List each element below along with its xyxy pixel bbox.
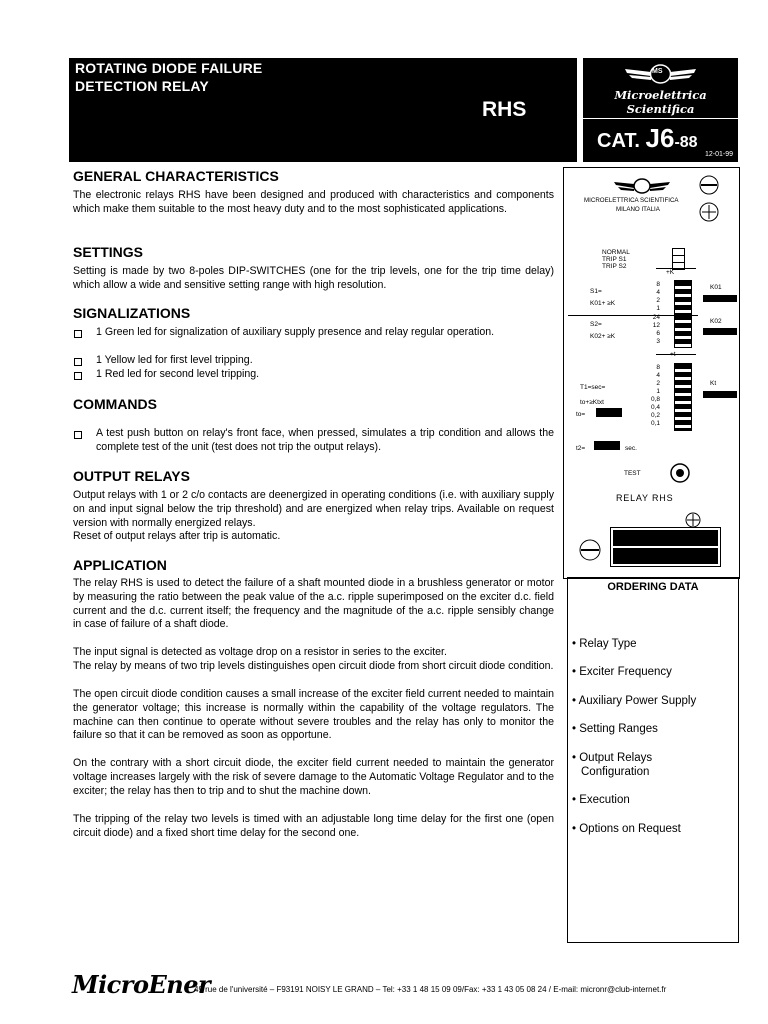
general-text: The electronic relays RHS have been designed and produced with characteristics and components which make them suitable to the most heavy duty and to the most sophisticated applications. xyxy=(73,189,554,215)
relay-name: RELAY RHS xyxy=(616,493,674,503)
t-value: 0,1 xyxy=(650,420,660,427)
s1-value: 2 xyxy=(656,297,660,304)
settings-text: Setting is made by two 8-poles DIP-SWITCHES (one for the trip levels, one for the trip time delay) which allow a wide and sensitive setting range with high resolution. xyxy=(73,265,554,291)
t1-label: T1=sec= xyxy=(580,384,606,391)
heading-signalizations: SIGNALIZATIONS xyxy=(73,305,191,321)
issue-date: 12-01-99 xyxy=(704,151,733,158)
kt-display xyxy=(703,391,737,398)
output-relays-reset: Reset of output relays after trip is automatic. xyxy=(73,530,281,542)
emblem-letters: MS xyxy=(652,68,663,75)
list-item: • Options on Request xyxy=(572,823,681,835)
dip-switch-s1[interactable] xyxy=(674,280,692,316)
bullet-box-icon xyxy=(74,358,82,366)
s1-value: 1 xyxy=(656,305,660,312)
bullet-icon: • xyxy=(572,695,579,707)
k02-label: K02 xyxy=(710,318,722,325)
s2-value: 12 xyxy=(652,322,660,329)
led-label-trip2: TRIP S2 xyxy=(602,263,627,270)
product-code: RHS xyxy=(482,98,527,121)
s2-value: 24 xyxy=(652,314,660,321)
k-header: +K xyxy=(666,269,675,276)
t0-expression: to+≥Ktxt xyxy=(580,399,604,406)
list-item: • Setting Ranges xyxy=(572,723,658,735)
footer-logo: MicroEner xyxy=(72,970,211,999)
bullet-box-icon xyxy=(74,372,82,380)
footer-address: 49 rue de l'université – F93191 NOISY LE GRAND – Tel: +33 1 48 15 09 09/Fax: +33 1 43 05 08 24 / E-mail: micronr@club-internet.fr xyxy=(194,985,667,994)
adjust-knob-icon xyxy=(684,512,702,528)
dip-switch-s2[interactable] xyxy=(674,314,692,348)
screw-icon xyxy=(698,174,720,196)
front-panel-drawing xyxy=(563,167,740,579)
t-value: 8 xyxy=(656,364,660,371)
catalog-prefix: CAT. xyxy=(597,130,646,152)
application-paragraph: The input signal is detected as voltage drop on a resistor in series to the exciter. xyxy=(73,646,447,658)
heading-commands: COMMANDS xyxy=(73,396,157,412)
t-value: 0,2 xyxy=(650,412,660,419)
bullet-icon: • xyxy=(572,752,580,764)
test-label: TEST xyxy=(624,470,641,477)
t2-label: t2= xyxy=(576,445,586,452)
s2-label: S2= xyxy=(590,321,602,328)
t-header: +t xyxy=(670,351,676,358)
s1-label: S1= xyxy=(590,288,602,295)
t-value: 2 xyxy=(656,380,660,387)
panel-maker: MICROELETTRICA SCIENTIFICA xyxy=(584,197,679,204)
ordering-title: ORDERING DATA xyxy=(607,581,699,593)
kt-label: Kt xyxy=(710,380,717,387)
s1-value: 8 xyxy=(656,281,660,288)
adjust-knob-icon xyxy=(698,201,720,223)
t0-display xyxy=(596,408,622,417)
k02-display xyxy=(703,328,737,335)
bullet-icon: • xyxy=(572,666,580,678)
application-paragraph: The relay by means of two trip levels distinguishes open circuit diode from short circuit diode condition. xyxy=(73,660,554,672)
t-value: 0,4 xyxy=(650,404,660,411)
dip-switch-t[interactable] xyxy=(674,363,692,431)
s2-value: 6 xyxy=(656,330,660,337)
title-line-1: ROTATING DIODE FAILURE xyxy=(75,60,263,76)
bullet-box-icon xyxy=(74,330,82,338)
bullet-icon: • xyxy=(572,823,580,835)
s1-expression: K01+ ≥K xyxy=(590,300,616,307)
ordering-data-box xyxy=(567,577,739,943)
application-paragraph: On the contrary with a short circuit diode, the exciter field current needed to maintain the generator voltage increases largely with the risk of severe damage to the Automatic Voltage Regulator and to the exciter; the relay has then to trip and to shut the machine down. xyxy=(73,757,554,797)
t-value: 1 xyxy=(656,388,660,395)
heading-settings: SETTINGS xyxy=(73,244,144,260)
divider xyxy=(656,268,696,269)
catalog-number xyxy=(597,123,698,154)
title-banner xyxy=(69,58,577,162)
brand-logo-box xyxy=(583,58,738,118)
winged-emblem-icon xyxy=(612,176,672,196)
list-item: • Execution xyxy=(572,794,630,806)
bullet-icon: • xyxy=(572,723,580,735)
s2-expression: K02+ ≥K xyxy=(590,333,616,340)
heading-output-relays: OUTPUT RELAYS xyxy=(73,468,190,484)
application-paragraph: The tripping of the relay two levels is timed with an adjustable long time delay for the first one (open circuit diode) and a fixed short time delay for the second one. xyxy=(73,813,554,839)
output-relays-text: Output relays with 1 or 2 c/o contacts are deenergized in operating conditions (i.e. with auxiliary supply on and input signal below the trip threshold) and are energized when relay trips. Available on request version with normally energized relays. xyxy=(73,489,554,529)
led-label-normal: NORMAL xyxy=(602,249,630,256)
nameplate xyxy=(610,527,721,567)
t-value: 0,8 xyxy=(650,396,660,403)
heading-general: GENERAL CHARACTERISTICS xyxy=(73,168,279,184)
list-item: • Auxiliary Power Supply xyxy=(572,695,697,707)
s2-value: 3 xyxy=(656,338,660,345)
bullet-box-icon xyxy=(74,431,82,439)
k01-label: K01 xyxy=(710,284,722,291)
t-value: 4 xyxy=(656,372,660,379)
panel-location: MILANO ITALIA xyxy=(616,206,660,213)
divider xyxy=(656,354,696,355)
heading-application: APPLICATION xyxy=(73,557,167,573)
k01-display xyxy=(703,295,737,302)
t0-label: to= xyxy=(576,411,586,418)
s1-value: 4 xyxy=(656,289,660,296)
list-item: • Relay Type xyxy=(572,638,637,650)
application-paragraph: The relay RHS is used to detect the failure of a shaft mounted diode in a brushless generator or motor by measuring the ratio between the peak value of the a.c. ripple superimposed on the exciter d.c. field current and the d.c. current itself; the frequency and the magnitude of the a.c. ripple sensibly change in case of failure of a shaft diode. xyxy=(73,577,554,631)
title-line-2: DETECTION RELAY xyxy=(75,78,209,94)
test-button[interactable] xyxy=(669,462,691,484)
sec-label: sec. xyxy=(625,445,637,452)
catalog-suffix: -88 xyxy=(674,134,698,151)
t2-display xyxy=(594,441,620,450)
bullet-icon: • xyxy=(572,638,580,650)
bullet-icon: • xyxy=(572,794,580,806)
list-item: • Output Relays Configuration xyxy=(572,752,653,778)
led-indicator-column xyxy=(672,248,685,270)
list-item: • Exciter Frequency xyxy=(572,666,672,678)
screw-icon xyxy=(578,538,602,562)
application-paragraph: The open circuit diode condition causes a small increase of the exciter field current needed to maintain the generator voltage; this increase is normally within the capability of the voltage regulators. The machine can then continue to operate without severe troubles and the relay has only to monitor the failure so that it can be removed as soon as opportune. xyxy=(73,688,554,742)
led-label-trip1: TRIP S1 xyxy=(602,256,627,263)
brand-name: Microelettrica Scientifica xyxy=(614,88,707,116)
catalog-box xyxy=(583,119,738,162)
catalog-main: J6 xyxy=(645,123,675,153)
